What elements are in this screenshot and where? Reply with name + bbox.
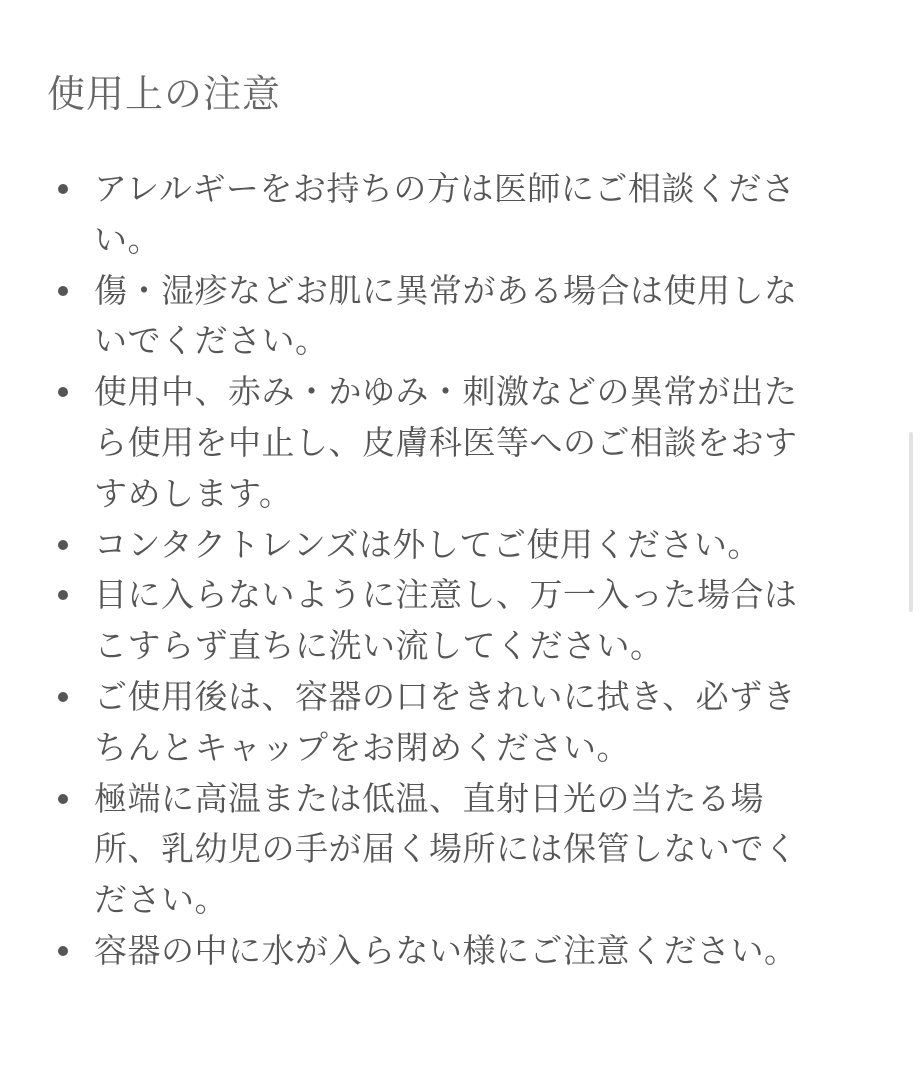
item-text-line: いでください。 [94, 321, 329, 361]
list-item [48, 570, 838, 672]
list-item [48, 672, 838, 774]
item-text-line: ら使用を中止し、皮膚科医等へのご相談をおす [94, 422, 798, 462]
item-text-line: 容器の中に水が入らない様にご注意ください。 [94, 930, 798, 970]
item-text-line: アレルギーをお持ちの方は医師にご相談くださ [94, 169, 796, 208]
bullet-icon [58, 184, 68, 194]
page-title: 使用上の注意 [47, 72, 282, 116]
bullet-icon [58, 794, 68, 804]
bullet-icon [58, 540, 68, 550]
list-item [48, 266, 838, 368]
item-text-line: こすらず直ちに洗い流してください。 [94, 626, 664, 666]
item-text-line: 傷・湿疹などお肌に異常がある場合は使用しな [94, 270, 798, 310]
bullet-icon [58, 692, 68, 702]
list-item [48, 367, 838, 519]
item-text-line: ご使用後は、容器の口をきれいに拭き、必ずき [94, 676, 797, 716]
list-item [48, 520, 838, 571]
bullet-icon [58, 387, 68, 397]
list-item [48, 926, 838, 977]
bullet-icon [58, 590, 68, 600]
bullet-icon [58, 946, 68, 956]
item-text-line: 極端に高温または低温、直射日光の当たる場 [94, 778, 764, 818]
item-text-line: ださい。 [94, 880, 228, 920]
list-item [48, 164, 838, 266]
caution-list [48, 164, 838, 977]
list-item [48, 774, 838, 926]
scrollbar[interactable] [909, 432, 913, 612]
item-text-line: 目に入らないように注意し、万一入った場合は [94, 575, 798, 615]
item-text-line: ちんとキャップをお閉めください。 [94, 727, 630, 767]
item-text-line: 使用中、赤み・かゆみ・刺激などの異常が出た [94, 372, 798, 412]
item-text-line: コンタクトレンズは外してご使用ください。 [94, 524, 761, 564]
item-text-line: 所、乳幼児の手が届く場所には保管しないでく [94, 829, 798, 869]
item-text-line: い。 [94, 219, 161, 259]
item-text-line: すめします。 [94, 473, 293, 513]
bullet-icon [58, 286, 68, 296]
